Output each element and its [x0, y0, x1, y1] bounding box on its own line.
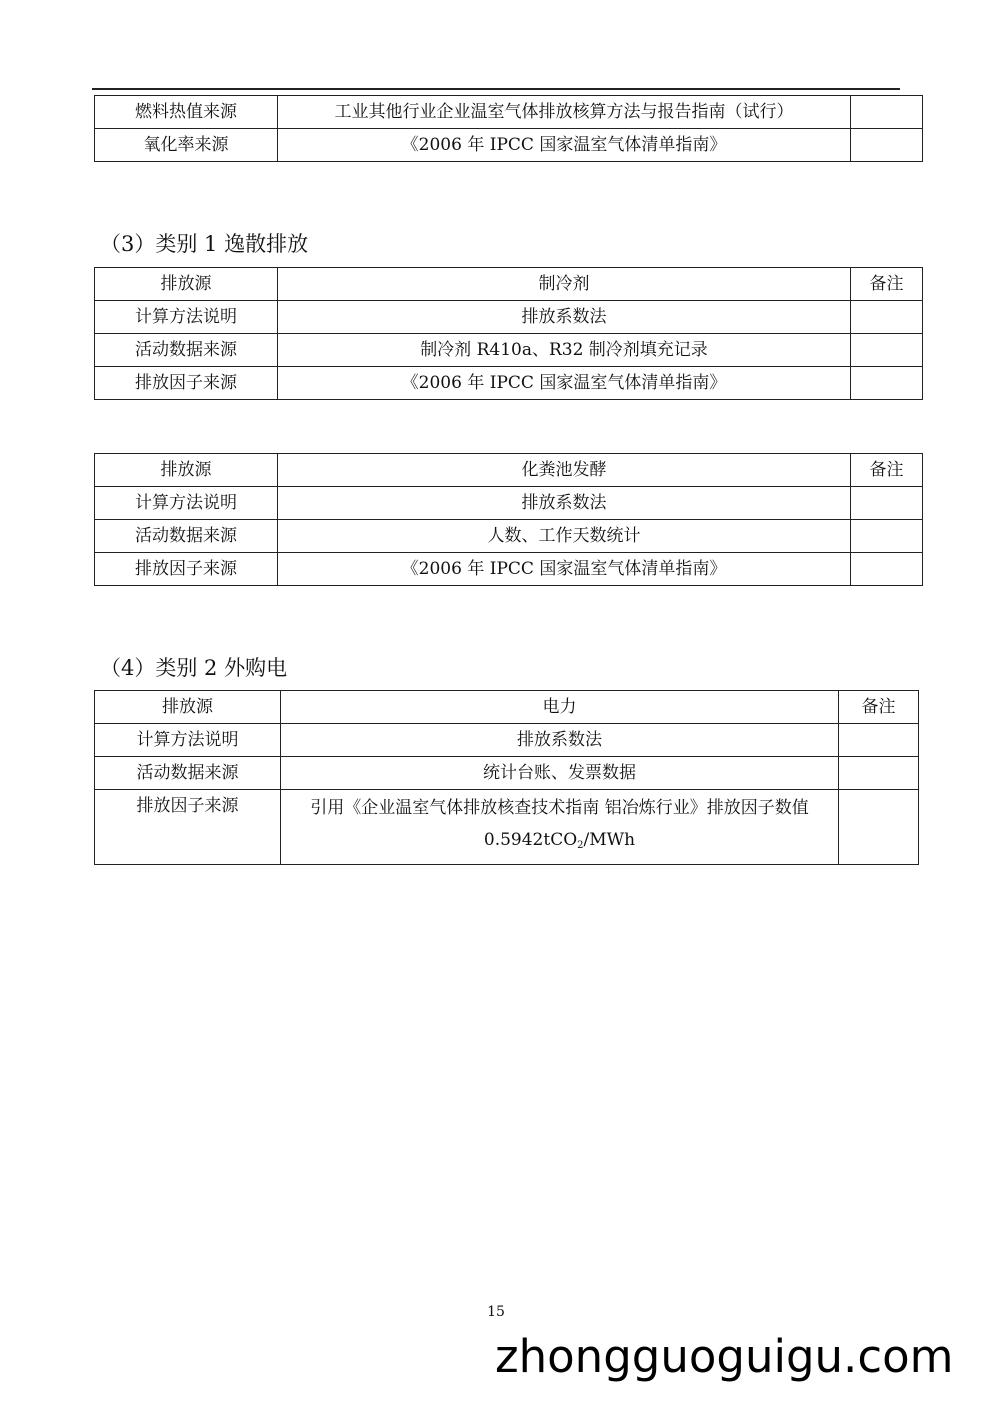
- emission-factor-unit: /MWh: [583, 830, 636, 850]
- table-header-cell: 电力: [281, 691, 839, 724]
- table-cell: 排放系数法: [281, 724, 839, 757]
- table-header-cell: 排放源: [95, 691, 281, 724]
- table-header-cell: 备注: [851, 268, 923, 301]
- table-cell: 《2006 年 IPCC 国家温室气体清单指南》: [278, 367, 851, 400]
- table-header-row: [95, 691, 919, 724]
- header-rule: [92, 88, 900, 90]
- fuel-source-table: [94, 95, 923, 162]
- table-header-row: [95, 454, 923, 487]
- table-row: [95, 334, 923, 367]
- table-header-cell: 化粪池发酵: [278, 454, 851, 487]
- table-cell: 排放因子来源: [95, 553, 278, 586]
- table-cell: 制冷剂 R410a、R32 制冷剂填充记录: [278, 334, 851, 367]
- table-cell: [839, 724, 919, 757]
- table-cell: [851, 520, 923, 553]
- table-cell: 《2006 年 IPCC 国家温室气体清单指南》: [278, 129, 851, 162]
- table-row: [95, 520, 923, 553]
- table-cell: [851, 487, 923, 520]
- table-cell: 排放因子来源: [95, 790, 281, 865]
- table-cell: 计算方法说明: [95, 301, 278, 334]
- electricity-table: [94, 690, 919, 865]
- table-row: [95, 487, 923, 520]
- table-cell: 燃料热值来源: [95, 96, 278, 129]
- table-cell: [851, 301, 923, 334]
- table-header-cell: 排放源: [95, 454, 278, 487]
- table-row: [95, 129, 923, 162]
- table-row: [95, 790, 919, 865]
- section-heading-purchased-electricity: （4）类别 2 外购电: [100, 656, 288, 680]
- table-header-cell: 备注: [839, 691, 919, 724]
- table-row: [95, 96, 923, 129]
- table-cell: 活动数据来源: [95, 757, 281, 790]
- table-cell: [851, 334, 923, 367]
- emission-factor-text: 引用《企业温室气体排放核查技术指南 铝冶炼行业》排放因子数值 0.5942tCO: [310, 798, 809, 850]
- table-header-cell: 备注: [851, 454, 923, 487]
- table-cell: [851, 129, 923, 162]
- table-cell: 排放因子来源: [95, 367, 278, 400]
- table-cell: [851, 96, 923, 129]
- table-cell: 排放系数法: [278, 487, 851, 520]
- co2-subscript: 2: [577, 840, 584, 851]
- table-row: [95, 367, 923, 400]
- table-cell: [839, 790, 919, 865]
- table-cell: 氧化率来源: [95, 129, 278, 162]
- table-cell: 人数、工作天数统计: [278, 520, 851, 553]
- table-cell: 统计台账、发票数据: [281, 757, 839, 790]
- table-cell: 《2006 年 IPCC 国家温室气体清单指南》: [278, 553, 851, 586]
- table-cell: [851, 553, 923, 586]
- refrigerant-table: [94, 267, 923, 400]
- table-row: [95, 553, 923, 586]
- table-cell: 活动数据来源: [95, 520, 278, 553]
- page-number: 15: [487, 1304, 505, 1320]
- table-header-row: [95, 268, 923, 301]
- section-heading-fugitive: （3）类别 1 逸散排放: [100, 232, 309, 256]
- table-cell: [851, 367, 923, 400]
- septic-tank-table: [94, 453, 923, 586]
- table-cell: 排放系数法: [278, 301, 851, 334]
- table-cell: [839, 757, 919, 790]
- table-row: [95, 724, 919, 757]
- table-header-cell: 排放源: [95, 268, 278, 301]
- watermark-text: zhongguoguigu.com: [495, 1330, 954, 1383]
- table-row: [95, 757, 919, 790]
- emission-factor-cell: [281, 790, 839, 865]
- table-cell: 计算方法说明: [95, 487, 278, 520]
- table-cell: 活动数据来源: [95, 334, 278, 367]
- table-cell: 计算方法说明: [95, 724, 281, 757]
- table-cell: 工业其他行业企业温室气体排放核算方法与报告指南（试行）: [278, 96, 851, 129]
- table-row: [95, 301, 923, 334]
- table-header-cell: 制冷剂: [278, 268, 851, 301]
